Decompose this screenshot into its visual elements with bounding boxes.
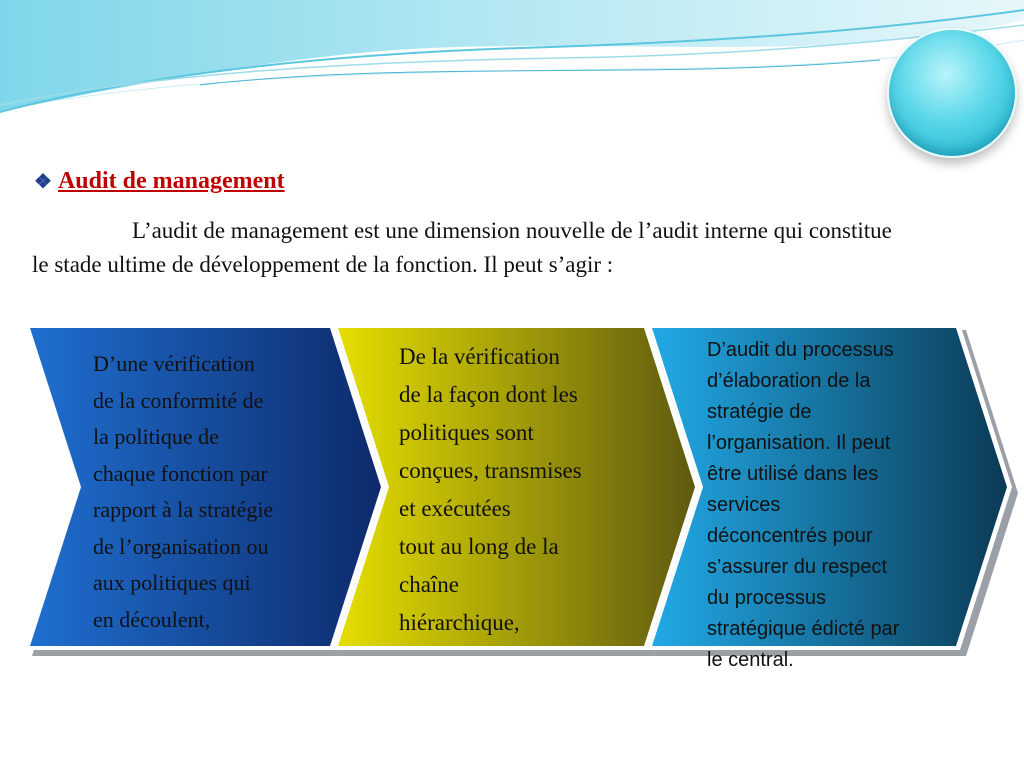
decorative-bubble — [887, 28, 1017, 158]
chevron-2-text: De la vérification de la façon dont les politiques sont conçues, transmises et exécutées tout au long de la chaîne hiérarchique, — [399, 344, 582, 635]
diamond-cluster-icon: ❖ — [34, 171, 52, 193]
chevron-1-text: D’une vérification de la conformité de la politique de chaque fonction par rapport à la stratégie de l’organisation ou aux politiques qui en découlent, — [93, 351, 274, 632]
section-heading — [34, 168, 285, 195]
header-wave-decoration — [0, 0, 1024, 130]
chevron-3-text: D’audit du processus d’élaboration de la stratégie de l’organisation. Il peut être utilisé dans les services déconcentrés pour s’assurer du respect du processus stratégique édicté par le central. — [707, 339, 900, 671]
section-title: Audit de management — [57, 168, 285, 194]
intro-paragraph: L’audit de management est une dimension nouvelle de l’audit interne qui constitue le stade ultime de développement de la fonction. Il peut s’agir : — [32, 218, 892, 277]
